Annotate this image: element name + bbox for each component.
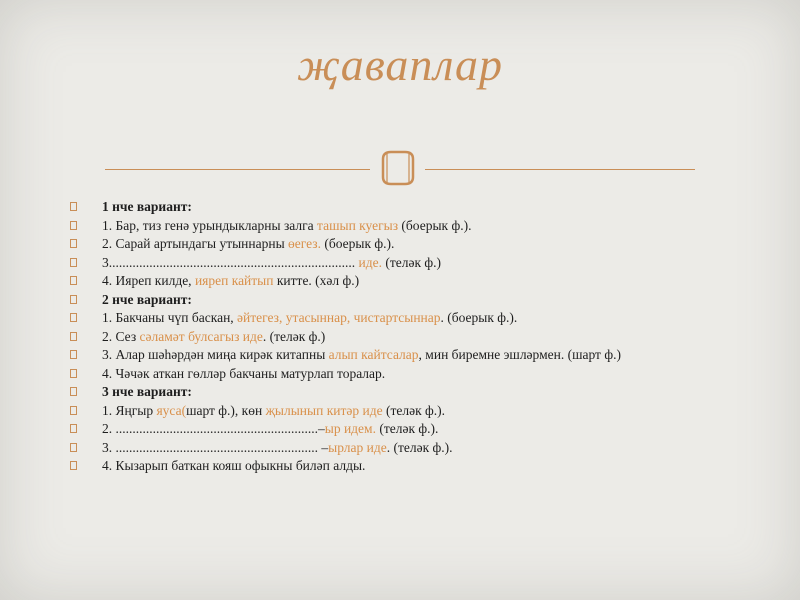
list-item <box>70 217 770 236</box>
text-segment: 4. Кызарып баткан кояш офыкны биләп алды. <box>102 458 366 473</box>
bullet-icon <box>70 258 77 267</box>
text-segment: 2 нче вариант: <box>102 291 192 307</box>
list-item <box>70 346 770 365</box>
bullet-icon <box>70 239 77 248</box>
list-item <box>70 254 770 273</box>
text-segment: (боерык ф.). <box>398 217 472 233</box>
bullet-icon <box>70 332 77 341</box>
highlighted-answer: ыр идем. <box>324 421 376 436</box>
highlighted-answer: сәламәт булсагыз иде <box>139 328 263 344</box>
text-segment: 2. Сарай артындагы утыннарны <box>102 236 289 251</box>
text-segment: . (теләк ф.) <box>262 328 326 344</box>
list-item <box>70 309 770 328</box>
variant-heading <box>70 383 770 402</box>
text-segment: (теләк ф.). <box>382 402 446 418</box>
text-segment: 3. Алар шәһәрдән миңа кирәк китапны <box>102 347 329 362</box>
slide-title: җаваплар <box>296 39 504 90</box>
list-item <box>70 272 770 291</box>
highlighted-answer: ырлар иде <box>328 439 387 455</box>
text-segment: 1. Яңгыр <box>102 402 157 418</box>
bullet-icon <box>70 424 77 433</box>
text-segment: 3 нче вариант: <box>102 384 192 399</box>
highlighted-answer: өегез. <box>288 236 321 251</box>
highlighted-answer: ияреп кайтып <box>194 273 274 288</box>
text-segment: 2. Сез <box>102 328 140 344</box>
text-segment: 1. Бар, тиз генә урындыкларны залга <box>102 217 318 233</box>
text-segment: 1. Бакчаны чүп баскан, <box>102 310 238 325</box>
highlighted-answer: алып кайтсалар <box>328 347 419 362</box>
text-segment: 3......................................................................... <box>102 254 359 270</box>
text-segment: (теләк ф.). <box>375 421 439 436</box>
bullet-icon <box>70 406 77 415</box>
text-segment: 3. ............................................................ – <box>102 439 329 455</box>
bullet-icon <box>70 202 77 211</box>
text-segment: , мин биремне эшләрмен. (шарт ф.) <box>418 347 621 362</box>
list-item <box>70 365 770 384</box>
text-segment: 1 нче вариант: <box>102 199 192 214</box>
divider-line-right <box>425 169 695 170</box>
highlighted-answer: яуса( <box>156 402 187 418</box>
text-segment: . (боерык ф.). <box>440 310 518 325</box>
list-item <box>70 402 770 421</box>
text-segment: китте. (хәл ф.) <box>273 273 360 288</box>
text-segment: шарт ф.), көн <box>186 402 266 418</box>
bullet-icon <box>70 461 77 470</box>
bullet-icon <box>70 387 77 396</box>
bullet-icon <box>70 313 77 322</box>
text-segment: (боерык ф.). <box>321 236 395 251</box>
text-segment: (теләк ф.) <box>381 254 442 270</box>
variant-heading <box>70 198 770 217</box>
divider-line-left <box>105 169 370 170</box>
list-item <box>70 328 770 347</box>
highlighted-answer: иде. <box>358 254 382 270</box>
highlighted-answer: ташып куегыз <box>317 217 399 233</box>
list-item <box>70 457 770 476</box>
list-item <box>70 235 770 254</box>
bullet-icon <box>70 221 77 230</box>
bullet-icon <box>70 443 77 452</box>
variant-heading <box>70 291 770 310</box>
list-item <box>70 420 770 439</box>
answer-list <box>70 198 770 476</box>
text-segment: 2. ............................................................– <box>102 421 325 436</box>
text-segment: . (теләк ф.). <box>386 439 453 455</box>
highlighted-answer: әйтегез, утасыннар, чистартсыннар <box>237 310 441 325</box>
highlighted-answer: җылынып китәр иде <box>265 402 383 418</box>
ornament-icon <box>377 150 419 186</box>
bullet-icon <box>70 369 77 378</box>
bullet-icon <box>70 295 77 304</box>
list-item <box>70 439 770 458</box>
bullet-icon <box>70 276 77 285</box>
text-segment: 4. Ияреп килде, <box>102 273 195 288</box>
bullet-icon <box>70 350 77 359</box>
text-segment: 4. Чәчәк аткан гөлләр бакчаны матурлап торалар. <box>102 365 386 381</box>
